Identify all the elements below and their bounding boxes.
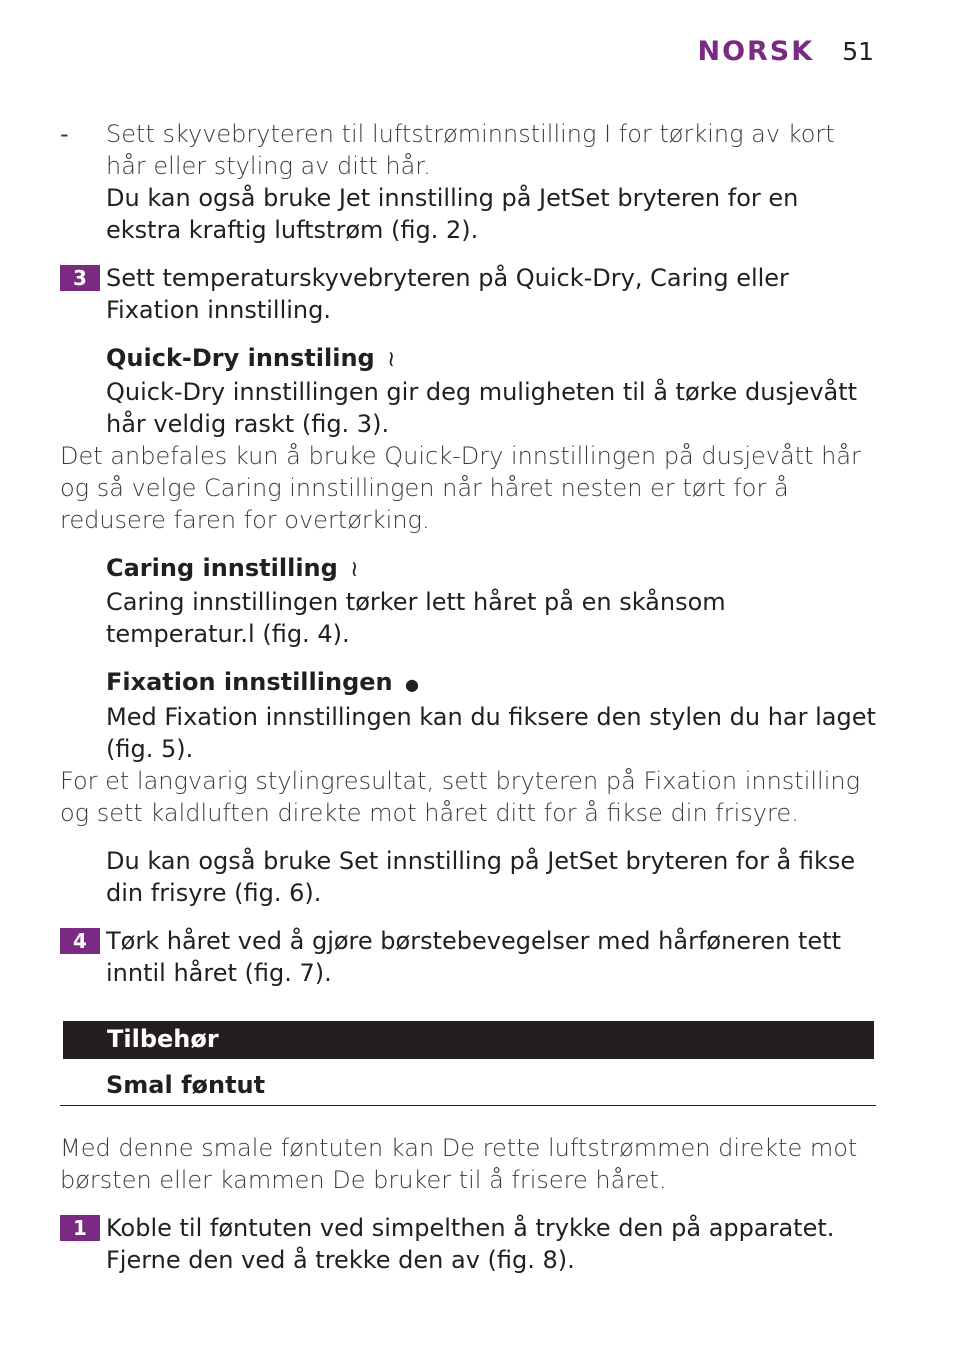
single-wave-icon: ≀ xyxy=(350,557,359,582)
fixation-heading xyxy=(106,666,880,701)
triple-wave-icon: ≀ xyxy=(387,347,396,372)
accessory-intro: Med denne smale føntuten kan De rette luftstrømmen direkte mot børsten eller kammen De bruker til å frisere håret. xyxy=(60,1134,858,1194)
quickdry-note: Det anbefales kun å bruke Quick-Dry innstillingen på dusjevått hår og så velge Caring innstillingen når håret nesten er tørt for å redusere faren for overtørking. xyxy=(60,442,861,534)
bullet-dash: - xyxy=(60,120,69,148)
quickdry-text: Quick-Dry innstillingen gir deg muligheten til å tørke dusjevått hår veldig raskt (fig. 3). xyxy=(106,378,858,438)
step-text: Tørk håret ved å gjøre børstebevegelser med hårføneren tett inntil håret (fig. 7). xyxy=(106,927,841,987)
step-text: Sett temperaturskyvebryteren på Quick-Dry, Caring eller Fixation innstilling. xyxy=(106,264,789,324)
step-number-badge: 4 xyxy=(60,928,100,954)
page-content xyxy=(60,118,880,1276)
step-number-badge: 1 xyxy=(60,1215,100,1241)
jetset-tip: Du kan også bruke Set innstilling på JetSet bryteren for å fikse din frisyre (fig. 6). xyxy=(106,847,856,907)
step-number-badge: 3 xyxy=(60,265,100,291)
quickdry-heading xyxy=(106,342,880,376)
caring-text: Caring innstillingen tørker lett håret på en skånsom temperatur.l (fig. 4). xyxy=(106,588,726,648)
step-text: Koble til føntuten ved simpelthen å trykke den på apparatet. Fjerne den ved å trekke den av (fig. 8). xyxy=(106,1214,835,1274)
page-number: 51 xyxy=(842,37,874,66)
dot-icon: ● xyxy=(404,675,419,694)
language-label: NORSK xyxy=(697,36,815,67)
section-title-bar: Tilbehør xyxy=(63,1021,874,1059)
subheading: Smal føntut xyxy=(106,1071,266,1099)
step-4 xyxy=(60,925,880,989)
fixation-note: For et langvarig stylingresultat, sett bryteren på Fixation innstilling og sett kaldluften direkte mot håret ditt for å fikse din frisyre. xyxy=(60,767,860,827)
subheading-rule xyxy=(60,1069,876,1106)
step-3 xyxy=(60,262,880,326)
caring-heading xyxy=(106,552,880,586)
bullet-text: Sett skyvebryteren til luftstrøminnstilling I for tørking av kort hår eller styling av ditt hår. xyxy=(106,120,835,180)
page-header xyxy=(697,36,874,67)
quickdry-heading-text: Quick-Dry innstiling xyxy=(106,344,375,372)
fixation-text: Med Fixation innstillingen kan du fiksere den stylen du har laget (fig. 5). xyxy=(106,703,876,763)
caring-heading-text: Caring innstilling xyxy=(106,554,338,582)
fixation-heading-text: Fixation innstillingen xyxy=(106,668,393,696)
bullet-item xyxy=(60,118,880,246)
step-1 xyxy=(60,1212,880,1276)
jet-tip: Du kan også bruke Jet innstilling på JetSet bryteren for en ekstra kraftig luftstrøm (fig. 2). xyxy=(106,184,799,244)
